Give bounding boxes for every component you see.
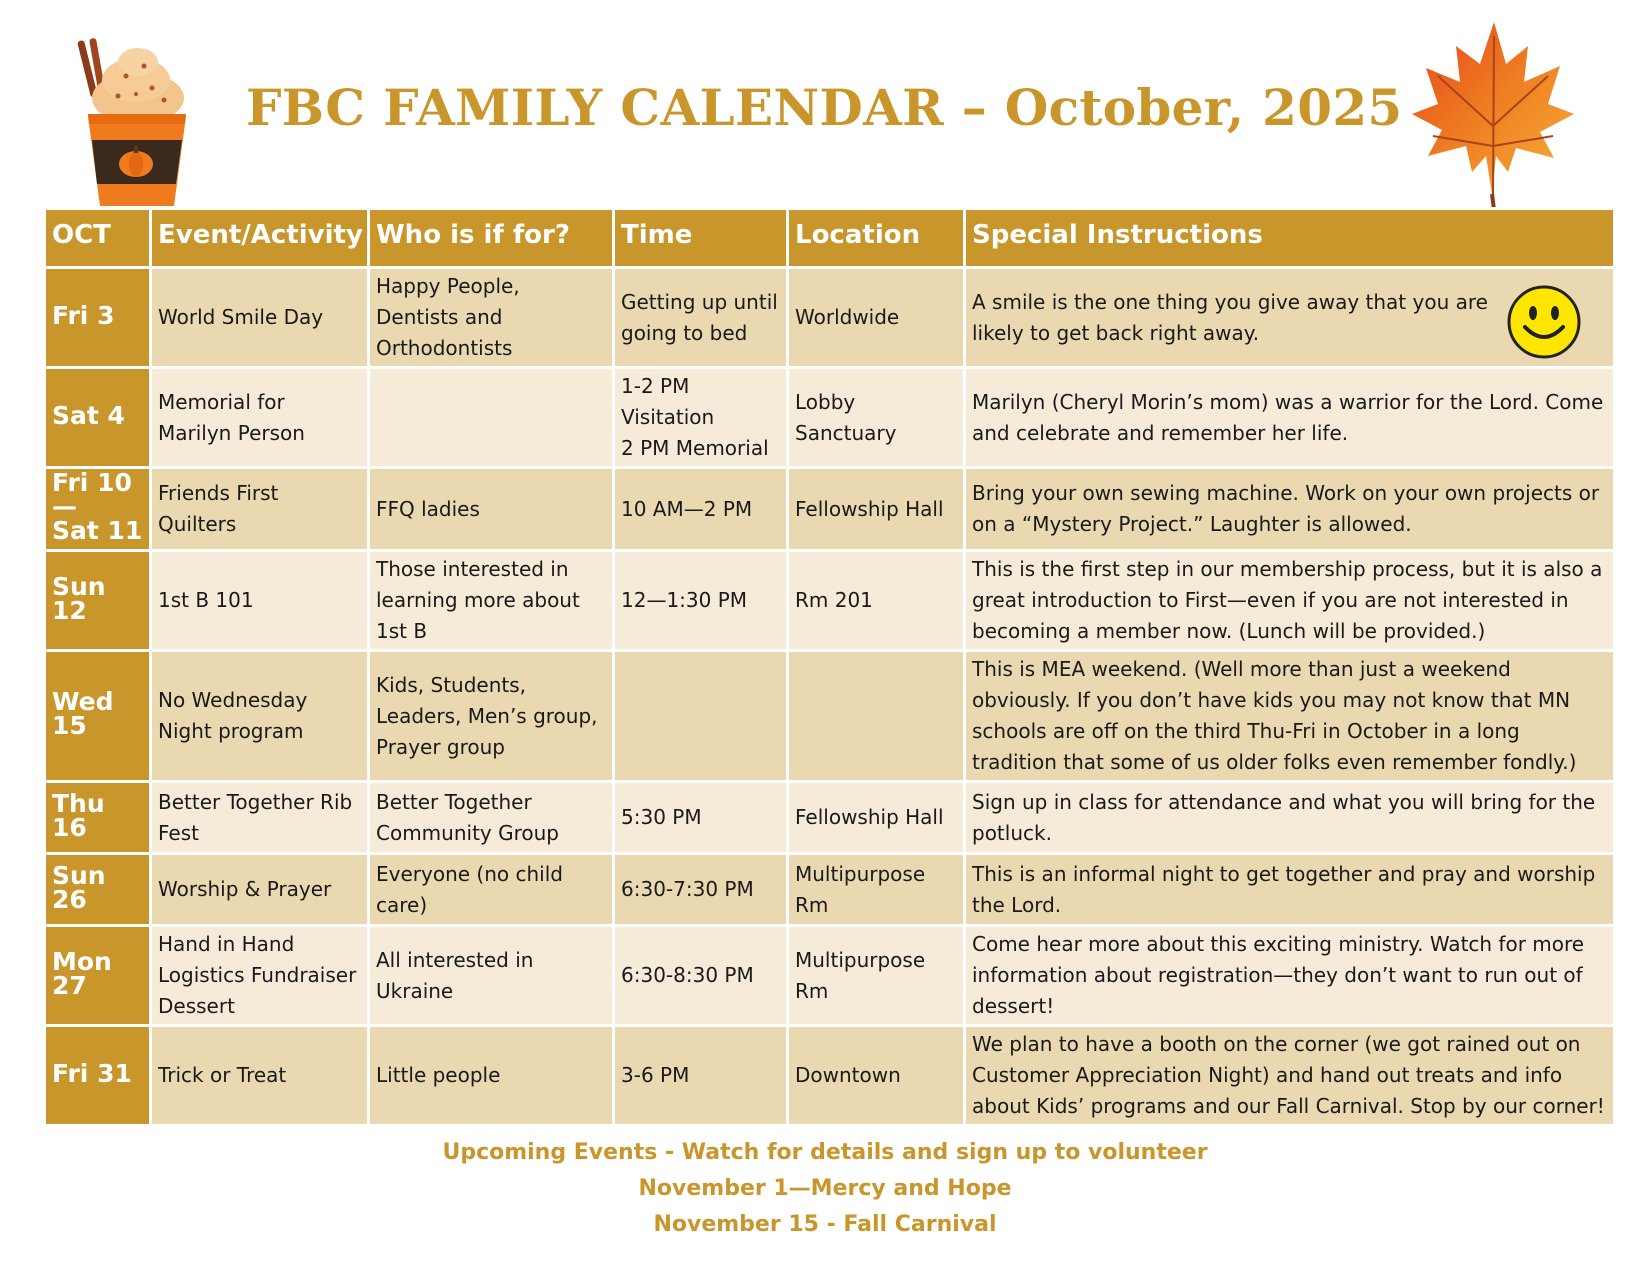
table-row xyxy=(45,468,1615,551)
row-event: Worship & Prayer xyxy=(151,854,369,926)
row-location: Multipurpose Rm xyxy=(788,854,965,926)
row-notes: Marilyn (Cheryl Morin’s mom) was a warrior for the Lord. Come and celebrate and remember her life. xyxy=(965,368,1615,468)
row-date: Sun 12 xyxy=(45,551,151,651)
row-notes: Come hear more about this exciting ministry. Watch for more information about registration—they don’t want to run out of dessert! xyxy=(965,926,1615,1026)
row-location: Fellowship Hall xyxy=(788,468,965,551)
upcoming-event-2: November 15 - Fall Carnival xyxy=(653,1212,997,1237)
row-location: Lobby Sanctuary xyxy=(788,368,965,468)
row-who: Happy People, Dentists and Orthodontists xyxy=(369,268,614,368)
row-event: World Smile Day xyxy=(151,268,369,368)
row-notes: This is the first step in our membership process, but it is also a great introduction to First—even if you are not interested in becoming a member now. (Lunch will be provided.) xyxy=(965,551,1615,651)
row-event: Friends First Quilters xyxy=(151,468,369,551)
smiley-face-icon xyxy=(1505,283,1583,361)
row-time xyxy=(614,651,788,782)
row-notes: This is MEA weekend. (Well more than just a weekend obviously. If you don’t have kids you may not know that MN schools are off on the third Thu-Fri in October in a long tradition that some of us older folks even remember fondly.) xyxy=(965,651,1615,782)
row-date: Sun 26 xyxy=(45,854,151,926)
row-event: Better Together Rib Fest xyxy=(151,782,369,854)
pumpkin-spice-latte-icon xyxy=(70,36,192,216)
row-event: No Wednesday Night program xyxy=(151,651,369,782)
header-oct: OCT xyxy=(45,209,151,268)
row-who: Better Together Community Group xyxy=(369,782,614,854)
upcoming-event-1: November 1—Mercy and Hope xyxy=(638,1176,1012,1201)
row-who: All interested in Ukraine xyxy=(369,926,614,1026)
row-time: 12—1:30 PM xyxy=(614,551,788,651)
row-event: Memorial for Marilyn Person xyxy=(151,368,369,468)
header-time: Time xyxy=(614,209,788,268)
row-who: Everyone (no child care) xyxy=(369,854,614,926)
row-location: Downtown xyxy=(788,1026,965,1126)
table-row xyxy=(45,782,1615,854)
header-event: Event/Activity xyxy=(151,209,369,268)
row-notes: Sign up in class for attendance and what you will bring for the potluck. xyxy=(965,782,1615,854)
table-header-row xyxy=(45,209,1615,268)
row-date: Fri 3 xyxy=(45,268,151,368)
upcoming-events-heading: Upcoming Events - Watch for details and sign up to volunteer xyxy=(442,1140,1208,1165)
row-location: Rm 201 xyxy=(788,551,965,651)
header-who: Who is if for? xyxy=(369,209,614,268)
row-date: Fri 10— Sat 11 xyxy=(45,468,151,551)
table-row xyxy=(45,551,1615,651)
row-who: Little people xyxy=(369,1026,614,1126)
row-date: Fri 31 xyxy=(45,1026,151,1126)
row-who: Kids, Students, Leaders, Men’s group, Prayer group xyxy=(369,651,614,782)
header-instructions: Special Instructions xyxy=(965,209,1615,268)
row-who: Those interested in learning more about 1st B xyxy=(369,551,614,651)
header-location: Location xyxy=(788,209,965,268)
table-row xyxy=(45,854,1615,926)
row-time: 5:30 PM xyxy=(614,782,788,854)
row-notes: We plan to have a booth on the corner (we got rained out on Customer Appreciation Night) and hand out treats and info about Kids’ programs and our Fall Carnival. Stop by our corner! xyxy=(965,1026,1615,1126)
row-who xyxy=(369,368,614,468)
row-who: FFQ ladies xyxy=(369,468,614,551)
row-date: Thu 16 xyxy=(45,782,151,854)
row-time: 1-2 PM Visitation 2 PM Memorial xyxy=(614,368,788,468)
row-time: 6:30-7:30 PM xyxy=(614,854,788,926)
row-time: Getting up until going to bed xyxy=(614,268,788,368)
row-time: 6:30-8:30 PM xyxy=(614,926,788,1026)
table-row xyxy=(45,1026,1615,1126)
row-notes-cell xyxy=(965,268,1615,368)
table-row xyxy=(45,926,1615,1026)
row-time: 3-6 PM xyxy=(614,1026,788,1126)
row-location xyxy=(788,651,965,782)
row-date: Wed 15 xyxy=(45,651,151,782)
row-event: Trick or Treat xyxy=(151,1026,369,1126)
row-event: 1st B 101 xyxy=(151,551,369,651)
table-row xyxy=(45,651,1615,782)
row-notes: This is an informal night to get together and pray and worship the Lord. xyxy=(965,854,1615,926)
row-date: Mon 27 xyxy=(45,926,151,1026)
row-event: Hand in Hand Logistics Fundraiser Dessert xyxy=(151,926,369,1026)
row-time: 10 AM—2 PM xyxy=(614,468,788,551)
row-notes: A smile is the one thing you give away that you are likely to get back right away. xyxy=(972,289,1488,345)
row-location: Multipurpose Rm xyxy=(788,926,965,1026)
page-title: FBC FAMILY CALENDAR – October, 2025 xyxy=(246,78,1403,137)
table-row xyxy=(45,268,1615,368)
row-location: Worldwide xyxy=(788,268,965,368)
calendar-table xyxy=(43,207,1616,1127)
maple-leaf-icon xyxy=(1408,16,1578,212)
table-row xyxy=(45,368,1615,468)
row-location: Fellowship Hall xyxy=(788,782,965,854)
row-date: Sat 4 xyxy=(45,368,151,468)
row-notes: Bring your own sewing machine. Work on your own projects or on a “Mystery Project.” Laughter is allowed. xyxy=(965,468,1615,551)
